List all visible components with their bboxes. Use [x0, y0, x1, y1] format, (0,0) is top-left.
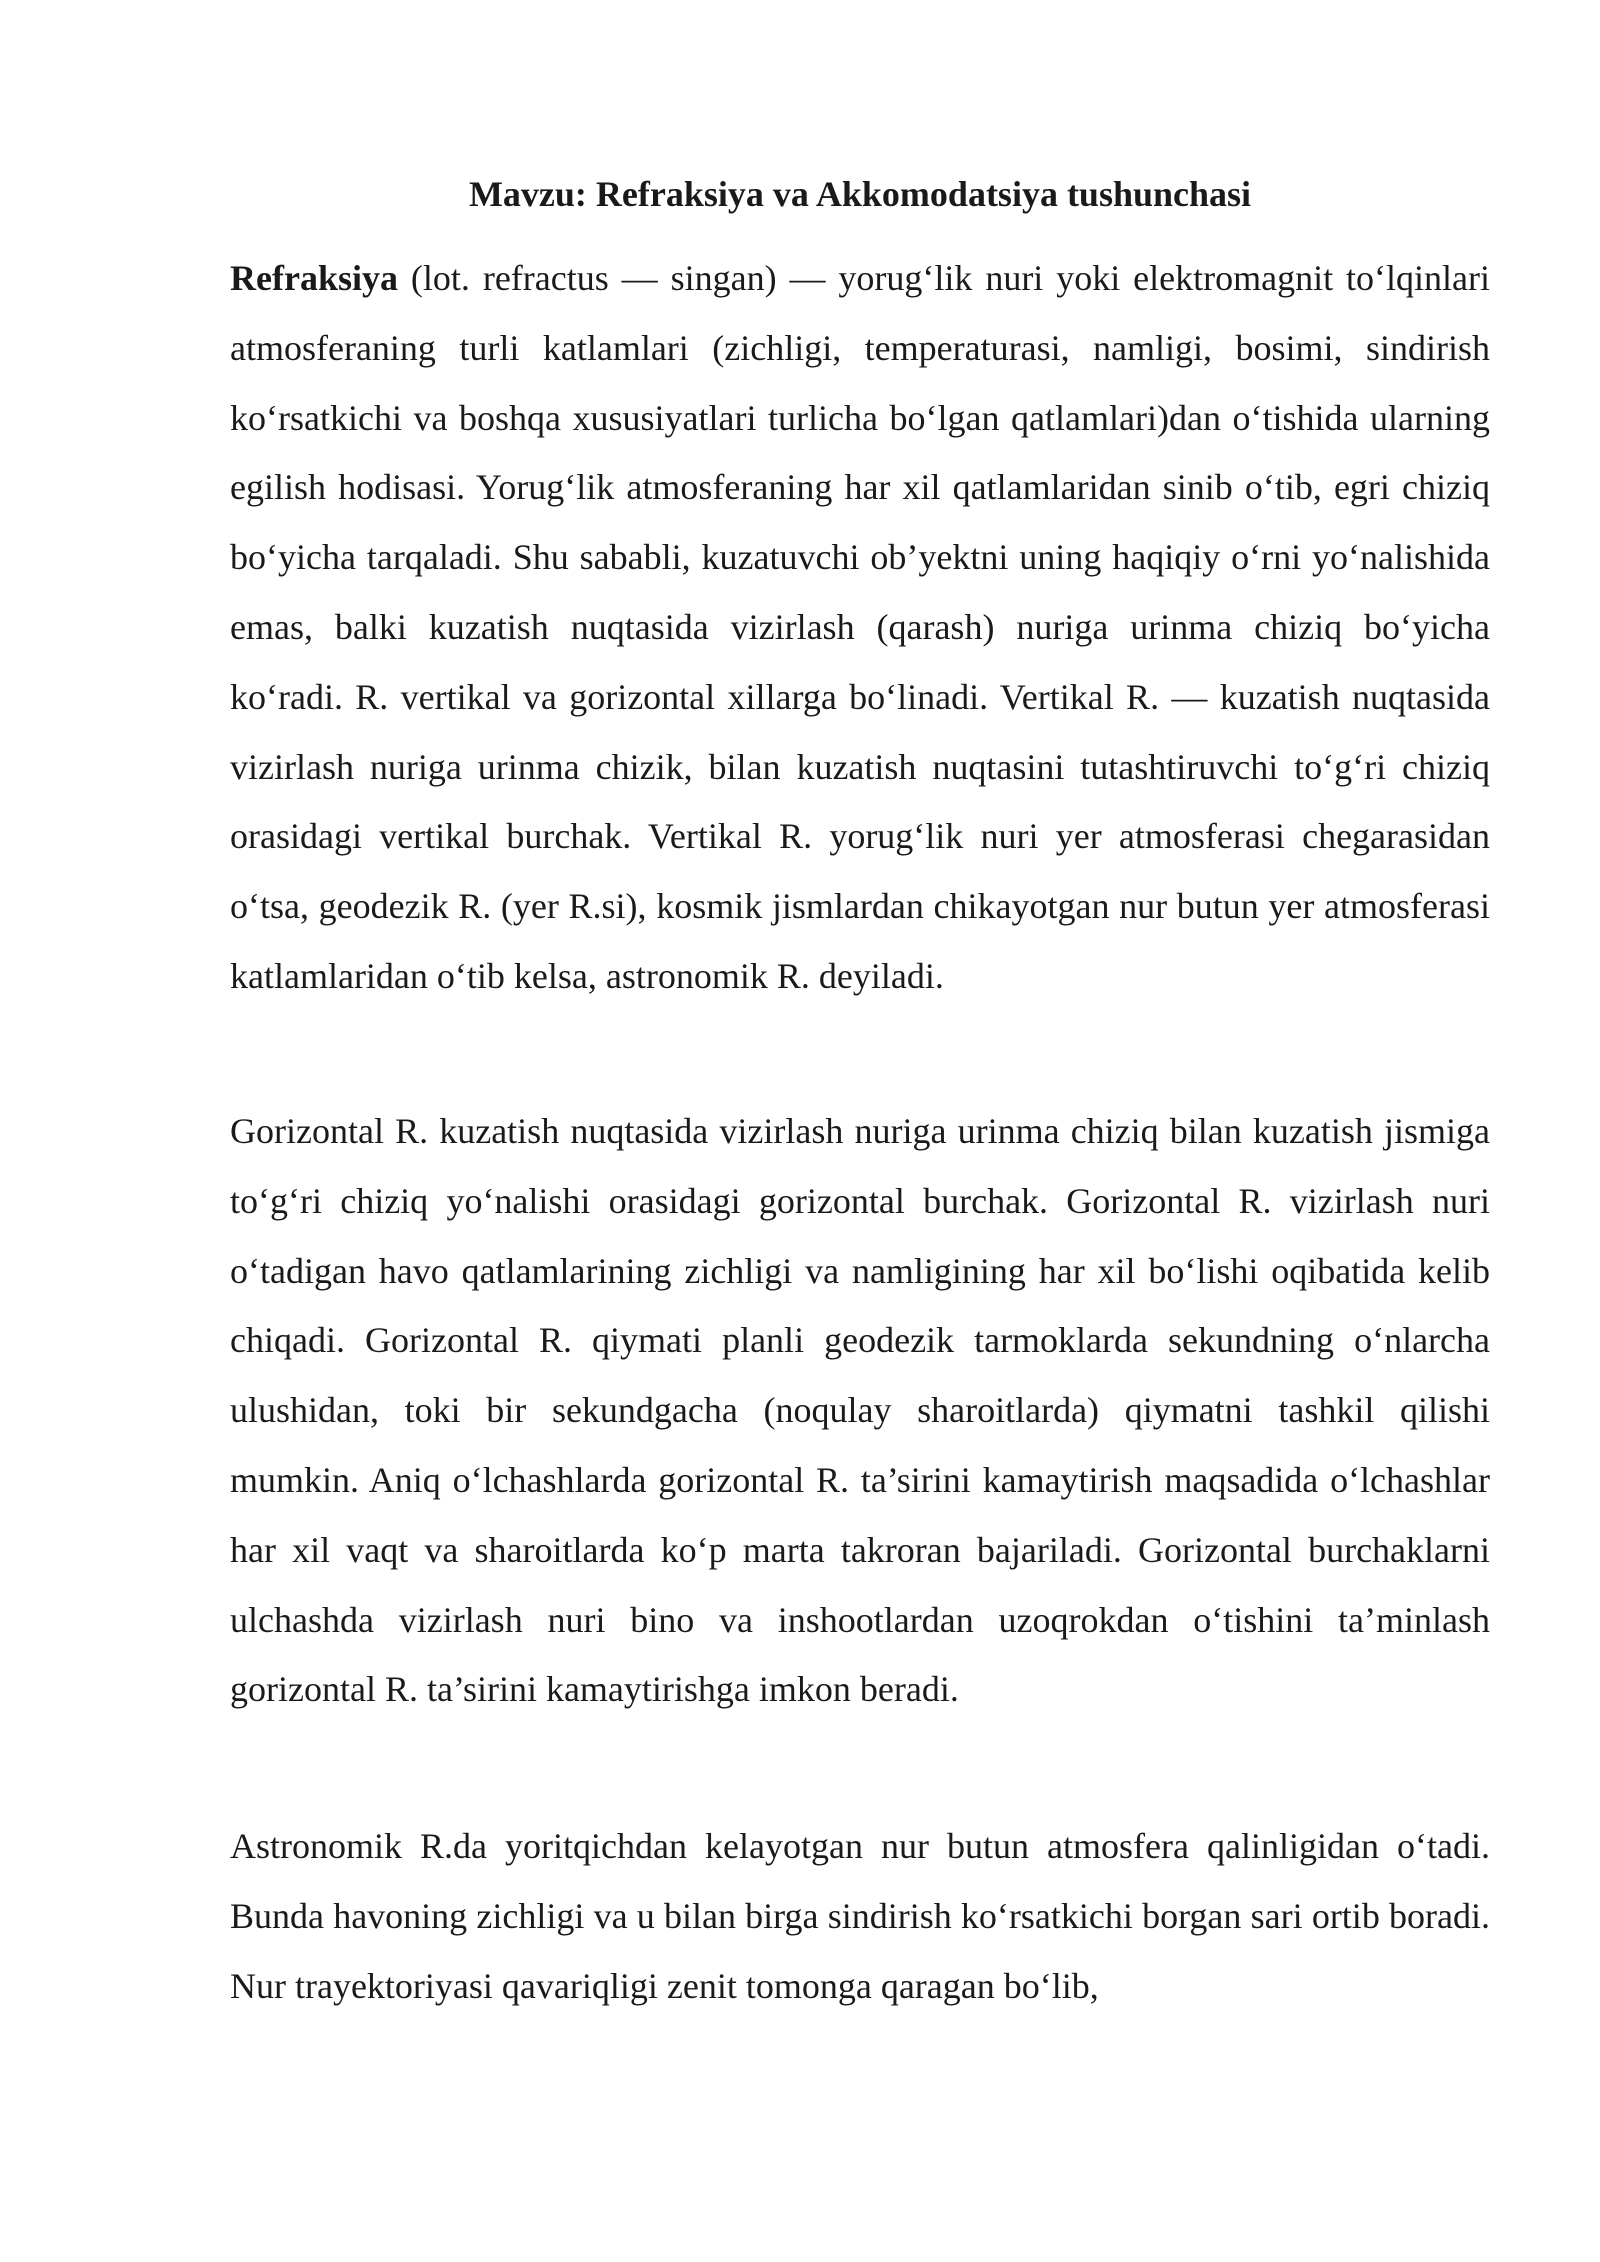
page-title: Mavzu: Refraksiya va Akkomodatsiya tushunchasi — [468, 174, 1252, 214]
paragraph-horizontal-refraction: Gorizontal R. kuzatish nuqtasida vizirlash nuriga urinma chiziq bilan kuzatish jismiga to‘g‘ri chiziq yo‘nalishi orasidagi gorizontal burchak. Gorizontal R. vizirlash nuri o‘tadigan havo qatlamlarining zichligi va namligining har xil bo‘lishi oqibatida kelib chiqadi. Gorizontal R. qiymati planli geodezik tarmoklarda sekundning o‘nlarcha ulushidan, toki bir sekundgacha (noqulay sharoitlarda) qiymatni tashkil qilishi mumkin. Aniq o‘lchashlarda gorizontal R. ta’sirini kamaytirish maqsadida o‘lchashlar har xil vaqt va sharoitlarda ko‘p marta takroran bajariladi. Gorizontal burchaklarni ulchashda vizirlash nuri bino va inshootlardan uzoqrokdan o‘tishini ta’minlash gorizontal R. ta’sirini kamaytirishga imkon beradi. — [230, 1111, 1490, 1710]
paragraph-text: (lot. refractus — singan) — yorug‘lik nuri yoki elektromagnit to‘lqinlari atmosferaning turli katlamlari (zichligi, temperaturasi, namligi, bosimi, sindirish ko‘rsatkichi va boshqa xususiyatlari turlicha bo‘lgan qatlamlari)dan o‘tishida ularning egilish hodisasi. Yorug‘lik atmosferaning har xil qatlamlaridan sinib o‘tib, egri chiziq bo‘yicha tarqaladi. Shu sababli, kuzatuvchi ob’yektni uning haqiqiy o‘rni yo‘nalishida emas, balki kuzatish nuqtasida vizirlash (qarash) nuriga urinma chiziq bo‘yicha ko‘radi. R. vertikal va gorizontal xillarga bo‘linadi. Vertikal R. — kuzatish nuqtasida vizirlash nuriga urinma chizik, bilan kuzatish nuqtasini tutashtiruvchi to‘g‘ri chiziq orasidagi vertikal burchak. Vertikal R. yorug‘lik nuri yer atmosferasi chegarasidan o‘tsa, geodezik R. (yer R.si), kosmik jismlardan chikayotgan nur butun yer atmosferasi katlamlaridan o‘tib kelsa, astronomik R. deyiladi. — [230, 258, 1490, 996]
paragraph-astronomical-refraction: Astronomik R.da yoritqichdan kelayotgan nur butun atmosfera qalinligidan o‘tadi. Bunda havoning zichligi va u bilan birga sindirish ko‘rsatkichi borgan sari ortib boradi. Nur trayektoriyasi qavariqligi zenit tomonga qaragan bo‘lib, — [230, 1826, 1490, 2006]
paragraph-refraction-definition — [230, 244, 1490, 1012]
term-refraksiya: Refraksiya — [230, 258, 398, 298]
